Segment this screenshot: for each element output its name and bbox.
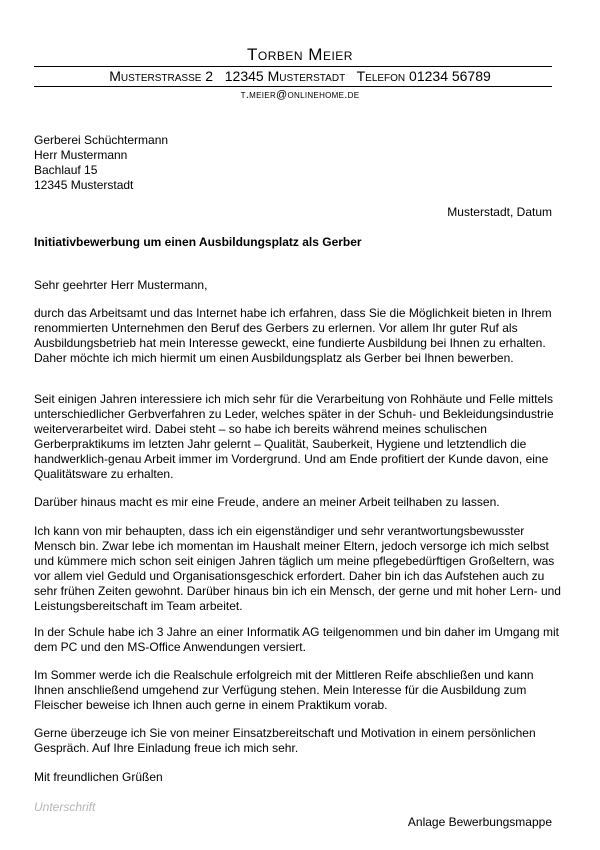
paragraph-6: Im Sommer werde ich die Realschule erfolgreich mit der Mittleren Reife abschließen und kann Ihnen anschließend umgehend zur Verfügung stehen. Mein Interesse für die Ausbildung zum Fleischer beweise ich Ihnen auch gerne in einem Praktikum vorab. — [34, 668, 534, 712]
paragraph-7: Gerne überzeuge ich Sie von meiner Einsatzbereitschaft und Motivation in einem persönlichen Gespräch. Auf Ihre Einladung freue ich mich sehr. — [34, 726, 536, 755]
header-bottom-rule — [34, 86, 552, 87]
recipient-company: Gerberei Schüchtermann — [34, 133, 169, 147]
paragraph-2: Seit einigen Jahren interessiere ich mich sehr für die Verarbeitung von Rohhäute und Felle mittels unterschiedlicher Gerbverfahren zu Leder, welches später in der Schuh- und Bekleidungsindustrie weiterverarbeitet wird. Dabei steht – so habe ich bereits während meines schulischen Gerberpraktikums im letzten Jahr gelernt – Qualität, Sauberkeit, Hygiene und letztendlich die handwerklich-genau Arbeit immer im Vordergrund. Und am Ende profitiert der Kunde davon, eine Qualitätsware zu erhalten. — [34, 392, 554, 481]
sender-name: Torben Meier — [247, 45, 353, 64]
attachment-note: Anlage Bewerbungsmappe — [407, 815, 552, 829]
letter-subject: Initiativbewerbung um einen Ausbildungsplatz als Gerber — [34, 235, 362, 249]
paragraph-1: durch das Arbeitsamt und das Internet habe ich erfahren, dass Sie die Möglichkeit bieten in Ihrem renommierten Unternehmen den Beruf des Gerbers zu erlernen. Vor allem Ihr guter Ruf als Ausbildungsbetrieb hat mein Interesse geweckt, eine fundierte Ausbildung bei Ihnen zu erhalten. Daher möchte ich mich hiermit um einen Ausbildungsplatz als Gerber bei Ihnen bewerben. — [34, 306, 552, 365]
paragraph-3: Darüber hinaus macht es mir eine Freude, andere an meiner Arbeit teilhaben zu lassen. — [34, 495, 500, 509]
recipient-contact: Herr Mustermann — [34, 148, 128, 162]
header-top-rule — [34, 66, 552, 67]
recipient-address-block — [34, 133, 168, 193]
paragraph-4: Ich kann von mir behaupten, dass ich ein eigenständiger und sehr verantwortungsbewusster Mensch bin. Zwar lebe ich momentan im Haushalt meiner Eltern, jedoch versorge ich mich selbst und kümmere mich schon seit einigen Jahren täglich um meine pflegebedürftigen Großeltern, was vor allem viel Geduld und Organisationsgeschick erfordert. Daher bin ich das Aufstehen auch zu sehr frühen Zeiten gewohnt. Darüber hinaus bin ich ein Mensch, der gerne und mit hoher Lern- und Leistungsbereitschaft im Team arbeitet. — [34, 524, 561, 613]
sender-email: t.meier@onlinehome.de — [240, 89, 360, 101]
signature-placeholder: Unterschrift — [34, 800, 96, 814]
letter-date: Musterstadt, Datum — [447, 205, 552, 219]
closing: Mit freundlichen Grüßen — [34, 770, 163, 784]
recipient-street: Bachlauf 15 — [34, 163, 98, 177]
paragraph-5: In der Schule habe ich 3 Jahre an einer Informatik AG teilgenommen und bin daher im Umgang mit dem PC und den MS-Office Anwendungen versiert. — [34, 625, 559, 654]
salutation: Sehr geehrter Herr Mustermann, — [34, 278, 208, 292]
sender-address: Musterstraße 2 12345 Musterstadt Telefon 01234 56789 — [109, 68, 491, 84]
recipient-city: 12345 Musterstadt — [34, 178, 134, 192]
